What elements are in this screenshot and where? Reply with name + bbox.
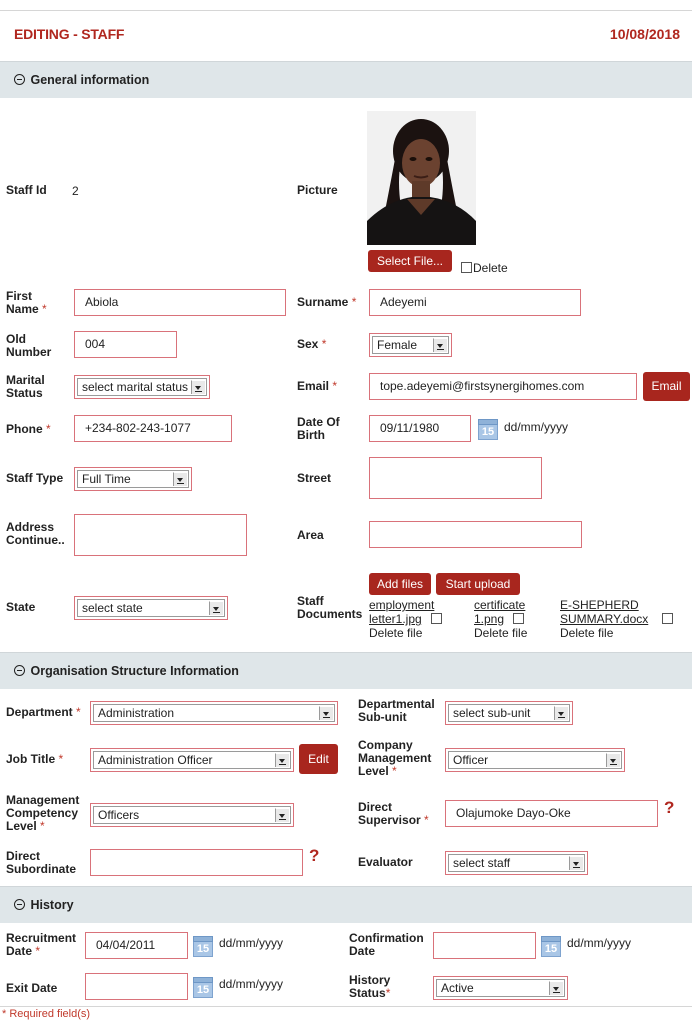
address-continue-textarea[interactable] bbox=[74, 514, 247, 556]
job-title-label: Job Title * bbox=[6, 752, 64, 766]
history-status-value: Active bbox=[441, 981, 474, 995]
document-link[interactable]: E-SHEPHERD bbox=[560, 598, 639, 612]
section-title: Organisation Structure Information bbox=[30, 664, 239, 678]
company-level-value: Officer bbox=[453, 753, 489, 767]
email-input[interactable]: tope.adeyemi@firstsynergihomes.com bbox=[369, 373, 637, 400]
department-select[interactable] bbox=[90, 701, 338, 725]
calendar-icon[interactable]: 15 bbox=[193, 977, 213, 998]
staff-type-value: Full Time bbox=[82, 472, 131, 486]
select-file-button[interactable]: Select File... bbox=[368, 250, 452, 272]
section-title: History bbox=[30, 898, 74, 912]
document-delete-checkbox[interactable] bbox=[662, 613, 673, 624]
staff-type-select[interactable] bbox=[74, 467, 192, 491]
evaluator-label: Evaluator bbox=[358, 855, 413, 869]
help-icon[interactable]: ? bbox=[664, 798, 675, 817]
document-item bbox=[560, 598, 680, 640]
document-delete-checkbox[interactable] bbox=[513, 613, 524, 624]
date-format-hint: dd/mm/yyyy bbox=[219, 977, 284, 991]
department-value: Administration bbox=[98, 706, 175, 720]
state-select-value: select state bbox=[82, 601, 143, 615]
phone-input[interactable]: +234-802-243-1077 bbox=[74, 415, 232, 442]
area-input[interactable] bbox=[369, 521, 582, 548]
dob-input[interactable]: 09/11/1980 bbox=[369, 415, 471, 442]
section-title: General information bbox=[30, 73, 150, 87]
divider bbox=[0, 1006, 692, 1007]
delete-file-label: Delete file bbox=[560, 626, 614, 640]
chevron-down-icon bbox=[275, 753, 289, 767]
delete-picture-label: Delete bbox=[473, 261, 508, 275]
section-general-header[interactable] bbox=[0, 61, 692, 98]
job-title-select[interactable] bbox=[90, 748, 294, 772]
area-label: Area bbox=[297, 528, 324, 542]
chevron-down-icon bbox=[209, 601, 223, 615]
section-org-header[interactable] bbox=[0, 652, 692, 689]
add-files-button[interactable]: Add files bbox=[369, 573, 431, 595]
company-level-select[interactable] bbox=[445, 748, 625, 772]
date-format-hint: dd/mm/yyyy bbox=[567, 936, 632, 950]
competency-level-select[interactable] bbox=[90, 803, 294, 827]
page-date: 10/08/2018 bbox=[609, 26, 680, 42]
chevron-down-icon bbox=[319, 706, 333, 720]
chevron-down-icon bbox=[173, 472, 187, 486]
recruitment-date-input[interactable]: 04/04/2011 bbox=[85, 932, 188, 959]
document-link[interactable]: SUMMARY.docx bbox=[560, 612, 649, 626]
evaluator-select[interactable] bbox=[445, 851, 588, 875]
delete-picture-checkbox[interactable] bbox=[461, 262, 472, 276]
collapse-icon[interactable] bbox=[14, 74, 25, 85]
history-status-select[interactable] bbox=[433, 976, 568, 1000]
direct-subordinate-label: Direct Subordinate bbox=[6, 849, 77, 876]
chevron-down-icon bbox=[554, 706, 568, 720]
sex-select[interactable] bbox=[369, 333, 452, 357]
collapse-icon[interactable] bbox=[14, 899, 25, 910]
surname-label: Surname * bbox=[297, 295, 357, 309]
date-format-hint: dd/mm/yyyy bbox=[219, 936, 284, 950]
chevron-down-icon bbox=[606, 753, 620, 767]
picture-label: Picture bbox=[297, 183, 338, 197]
state-label: State bbox=[6, 600, 36, 614]
subunit-label: Departmental Sub-unit bbox=[358, 697, 435, 724]
evaluator-value: select staff bbox=[453, 856, 511, 870]
subunit-value: select sub-unit bbox=[453, 706, 531, 720]
phone-label: Phone * bbox=[6, 422, 51, 436]
job-title-value: Administration Officer bbox=[98, 753, 213, 767]
direct-supervisor-input[interactable]: Olajumoke Dayo-Oke bbox=[445, 800, 658, 827]
history-status-label: History Status* bbox=[349, 973, 391, 1000]
calendar-icon[interactable]: 15 bbox=[478, 419, 498, 440]
competency-value: Officers bbox=[98, 808, 140, 822]
marital-status-label: Marital Status bbox=[6, 373, 45, 400]
page-title: EDITING - STAFF bbox=[14, 26, 125, 42]
dob-label: Date Of Birth bbox=[297, 415, 340, 442]
sex-label: Sex * bbox=[297, 337, 327, 351]
old-number-label: Old Number bbox=[6, 332, 52, 359]
required-fields-note: * Required field(s) bbox=[2, 1008, 91, 1020]
state-select[interactable] bbox=[74, 596, 228, 620]
staff-id-label: Staff Id bbox=[6, 183, 47, 197]
edit-job-title-button[interactable]: Edit bbox=[299, 744, 338, 774]
help-icon[interactable]: ? bbox=[309, 846, 320, 865]
calendar-icon[interactable]: 15 bbox=[193, 936, 213, 957]
confirmation-date-input[interactable] bbox=[433, 932, 536, 959]
staff-id-value: 2 bbox=[72, 184, 79, 198]
first-name-label: First Name * bbox=[6, 289, 47, 316]
marital-select-value: select marital status bbox=[82, 380, 189, 394]
section-history-header[interactable] bbox=[0, 886, 692, 923]
document-link[interactable]: employment bbox=[369, 598, 435, 612]
document-link[interactable]: certificate bbox=[474, 598, 526, 612]
staff-type-label: Staff Type bbox=[6, 471, 64, 485]
chevron-down-icon bbox=[549, 981, 563, 995]
delete-file-label: Delete file bbox=[474, 626, 528, 640]
email-label: Email * bbox=[297, 379, 338, 393]
competency-level-label: Management Competency Level * bbox=[6, 793, 80, 833]
delete-file-label: Delete file bbox=[369, 626, 423, 640]
document-item bbox=[369, 598, 449, 640]
start-upload-button[interactable]: Start upload bbox=[436, 573, 520, 595]
old-number-input[interactable]: 004 bbox=[74, 331, 177, 358]
chevron-down-icon bbox=[569, 856, 583, 870]
marital-status-select[interactable] bbox=[74, 375, 210, 399]
email-button[interactable]: Email bbox=[643, 372, 690, 401]
document-link[interactable]: 1.png bbox=[474, 612, 505, 626]
staff-photo bbox=[367, 111, 476, 245]
recruitment-date-label: Recruitment Date * bbox=[6, 931, 77, 958]
document-link[interactable]: letter1.jpg bbox=[369, 612, 422, 626]
exit-date-label: Exit Date bbox=[6, 981, 58, 995]
dob-format-hint: dd/mm/yyyy bbox=[504, 420, 569, 434]
department-label: Department * bbox=[6, 705, 81, 719]
exit-date-input[interactable] bbox=[85, 973, 188, 1000]
first-name-input[interactable]: Abiola bbox=[74, 289, 286, 316]
document-delete-checkbox[interactable] bbox=[431, 613, 442, 624]
sex-select-value: Female bbox=[377, 338, 418, 352]
direct-subordinate-input[interactable] bbox=[90, 849, 303, 876]
chevron-down-icon bbox=[433, 338, 447, 352]
chevron-down-icon bbox=[191, 380, 205, 394]
collapse-icon[interactable] bbox=[14, 665, 25, 676]
calendar-icon[interactable]: 15 bbox=[541, 936, 561, 957]
address-continue-label: Address Continue.. bbox=[6, 520, 65, 547]
company-level-label: Company Management Level * bbox=[358, 738, 432, 778]
staff-documents-label: Staff Documents bbox=[297, 594, 363, 621]
street-label: Street bbox=[297, 471, 332, 485]
street-textarea[interactable] bbox=[369, 457, 542, 499]
direct-supervisor-label: Direct Supervisor * bbox=[358, 800, 429, 827]
confirmation-date-label: Confirmation Date bbox=[349, 931, 424, 958]
document-item bbox=[474, 598, 554, 640]
surname-input[interactable]: Adeyemi bbox=[369, 289, 581, 316]
subunit-select[interactable] bbox=[445, 701, 573, 725]
chevron-down-icon bbox=[275, 808, 289, 822]
